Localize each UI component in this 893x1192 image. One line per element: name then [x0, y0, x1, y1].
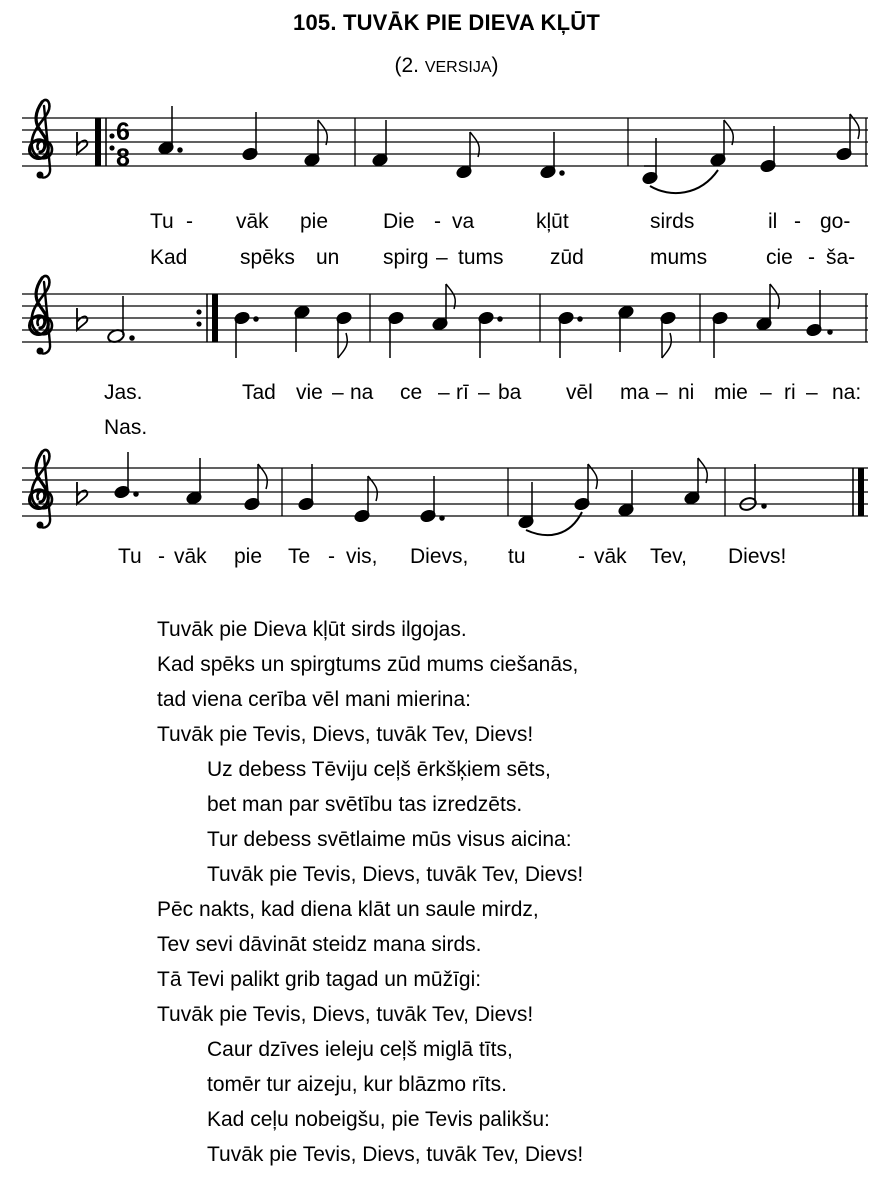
flat-key-signature-icon	[77, 482, 87, 504]
lyric-syllable: ša-	[826, 246, 856, 269]
lyric-syllable: ce	[400, 381, 423, 404]
lyric-syllable: il	[768, 210, 778, 233]
lyric-syllable: Die	[383, 210, 415, 233]
lyric-syllable: –	[332, 381, 344, 404]
subtitle-open: (2.	[394, 54, 425, 77]
lyric-syllable: na:	[832, 381, 862, 404]
verse-line: Caur dzīves ieleju ceļš miglā tīts,	[207, 1038, 513, 1061]
lyric-syllable: Nas.	[104, 416, 148, 439]
lyrics-system-3	[118, 545, 786, 568]
lyric-syllable: pie	[234, 545, 263, 568]
notes-system-3	[114, 452, 766, 535]
lyric-syllable: ri	[784, 381, 796, 404]
notes-system-1	[158, 106, 860, 193]
lyric-syllable: Dievs,	[410, 545, 469, 568]
lyric-syllable: mums	[650, 246, 708, 269]
lyric-syllable: Te	[288, 545, 311, 568]
lyric-syllable: Tev,	[650, 545, 687, 568]
verse-line: Tuvāk pie Tevis, Dievs, tuvāk Tev, Dievs!	[157, 1003, 534, 1026]
lyric-syllable: cie	[766, 246, 793, 269]
verse-line: Tev sevi dāvināt steidz mana sirds.	[157, 933, 482, 956]
lyric-syllable: Dievs!	[728, 545, 787, 568]
treble-clef-icon	[30, 450, 52, 529]
verse-line: Pēc nakts, kad diena klāt un saule mirdz,	[157, 898, 539, 921]
lyric-syllable: -	[186, 210, 193, 233]
verse-line: tad viena cerība vēl mani mierina:	[157, 688, 471, 711]
lyric-syllable: tums	[458, 246, 504, 269]
lyric-syllable: -	[578, 545, 585, 568]
lyric-syllable: go-	[820, 210, 851, 233]
verses-text	[157, 612, 857, 1172]
flat-key-signature-icon	[77, 308, 87, 330]
page-title: 105. TUVĀK PIE DIEVA KĻŪT	[293, 10, 600, 35]
lyric-syllable: –	[656, 381, 668, 404]
lyric-syllable: vāk	[594, 545, 627, 568]
lyric-syllable: rī	[456, 381, 469, 404]
lyric-syllable: vie	[296, 381, 323, 404]
lyric-syllable: na	[350, 381, 374, 404]
lyric-syllable: zūd	[550, 246, 584, 269]
lyric-syllable: –	[436, 246, 448, 269]
lyric-syllable: vēl	[566, 381, 593, 404]
staff-system-1	[22, 100, 868, 269]
lyric-syllable: vāk	[174, 545, 207, 568]
lyric-syllable: Jas.	[104, 381, 143, 404]
lyric-syllable: va	[452, 210, 475, 233]
time-signature-top: 6	[116, 118, 130, 146]
time-signature-bottom: 8	[116, 144, 130, 172]
flat-key-signature-icon	[77, 132, 87, 154]
verse-line: Tuvāk pie Dieva kļūt sirds ilgojas.	[157, 618, 467, 641]
lyric-syllable: -	[158, 545, 165, 568]
verse-line: Tuvāk pie Tevis, Dievs, tuvāk Tev, Dievs!	[207, 863, 584, 886]
lyric-syllable: pie	[300, 210, 329, 233]
lyrics-system-1-line-2	[150, 246, 855, 269]
verse-line: Tuvāk pie Tevis, Dievs, tuvāk Tev, Dievs!	[157, 723, 534, 746]
lyric-syllable: –	[760, 381, 772, 404]
lyric-syllable: spēks	[240, 246, 295, 269]
lyric-syllable: Tu	[118, 545, 142, 568]
lyric-syllable: –	[806, 381, 818, 404]
lyric-syllable: ba	[498, 381, 522, 404]
lyrics-system-1-line-1	[150, 210, 850, 233]
verse-line: Kad ceļu nobeigšu, pie Tevis palikšu:	[207, 1108, 550, 1131]
lyric-syllable: -	[434, 210, 441, 233]
lyric-syllable: ni	[678, 381, 695, 404]
staff-system-2	[22, 276, 868, 439]
lyric-syllable: -	[328, 545, 335, 568]
verse-line: Tā Tevi palikt grib tagad un mūžīgi:	[157, 968, 482, 991]
lyric-syllable: ma	[620, 381, 650, 404]
subtitle-version: VERSIJA	[424, 59, 492, 76]
subtitle-close: )	[491, 54, 499, 77]
lyric-syllable: tu	[508, 545, 526, 568]
verse-line: Tur debess svētlaime mūs visus aicina:	[207, 828, 572, 851]
notes-system-2b	[234, 284, 832, 358]
verse-line: Tuvāk pie Tevis, Dievs, tuvāk Tev, Dievs!	[207, 1143, 584, 1166]
lyric-syllable: spirg	[383, 246, 429, 269]
lyric-syllable: Kad	[150, 246, 188, 269]
time-signature	[116, 118, 130, 172]
treble-clef-icon	[30, 100, 52, 179]
notes-system-2a	[107, 296, 134, 344]
lyric-syllable: Tad	[242, 381, 276, 404]
lyric-syllable: –	[438, 381, 450, 404]
lyric-syllable: sirds	[650, 210, 695, 233]
lyric-syllable: -	[794, 210, 801, 233]
lyric-syllable: –	[478, 381, 490, 404]
lyric-syllable: vāk	[236, 210, 269, 233]
lyrics-system-2-line-2	[104, 416, 147, 439]
lyric-syllable: -	[808, 246, 815, 269]
verse-line: Kad spēks un spirgtums zūd mums ciešanās,	[157, 653, 579, 676]
lyric-syllable: kļūt	[536, 210, 569, 233]
lyric-syllable: Tu	[150, 210, 174, 233]
lyric-syllable: vis,	[346, 545, 378, 568]
lyric-syllable: un	[316, 246, 340, 269]
staff-system-3	[22, 450, 868, 568]
verse-line: tomēr tur aizeju, kur blāzmo rīts.	[207, 1073, 507, 1096]
treble-clef-icon	[30, 276, 52, 355]
verse-line: Uz debess Tēviju ceļš ērkšķiem sēts,	[207, 758, 551, 781]
lyrics-system-2-line-1	[104, 381, 861, 404]
verse-line: bet man par svētību tas izredzēts.	[207, 793, 523, 816]
lyric-syllable: mie	[714, 381, 748, 404]
